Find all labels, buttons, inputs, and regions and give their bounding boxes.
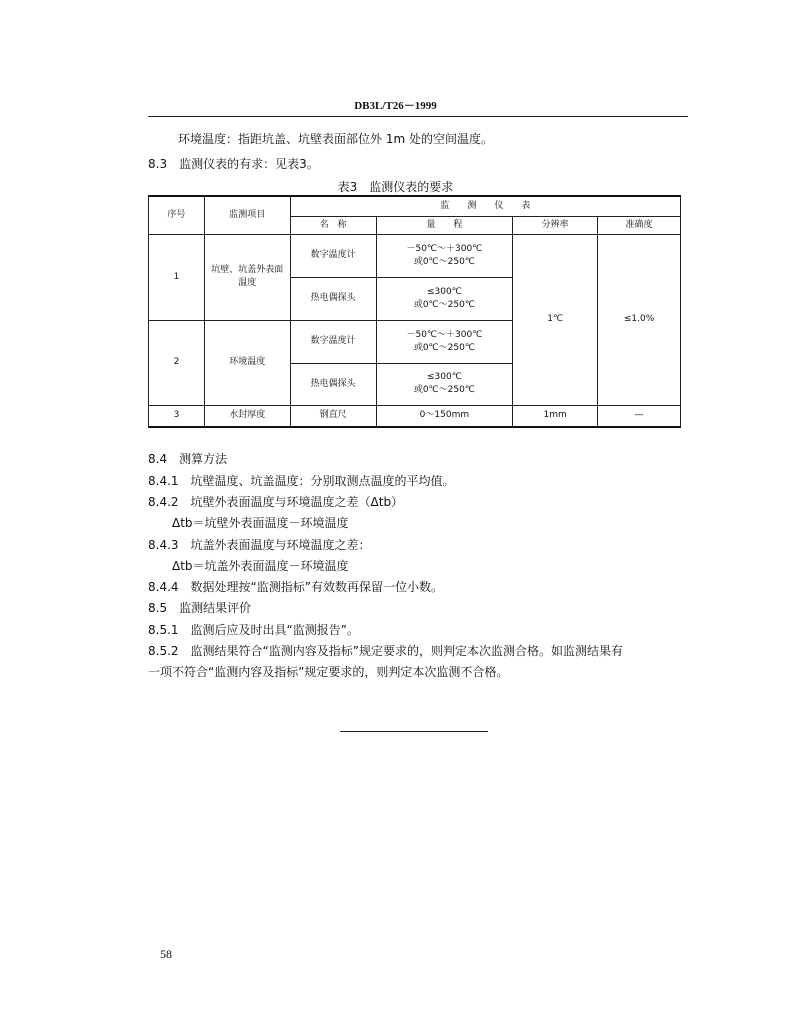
row1b-range-line2: 或0℃～250℃ [413,299,475,310]
header-resolution: 分辨率 [513,216,598,234]
table-row [149,234,681,277]
formula-cover: Δtb＝坑盖外表面温度－环境温度 [172,559,349,573]
table-caption: 表3 监测仪表的要求 [337,180,454,194]
section-8-4-2: 8.4.2 坑壁外表面温度与环境温度之差（Δtb） [148,495,404,509]
row1b-name: 热电偶探头 [290,277,376,320]
row1b-range [376,277,513,320]
row3-name: 钢直尺 [290,405,376,427]
row2b-range-line1: ≤300℃ [426,372,462,382]
formula-wall: Δtb＝坑壁外表面温度－环境温度 [172,516,349,530]
row3-resolution: 1mm [513,405,598,427]
row1-seq: 1 [149,234,205,320]
end-rule [340,731,488,732]
row2b-range-line2: 或0℃～250℃ [413,385,475,395]
row1a-range-line1: －50℃～＋300℃ [406,243,483,254]
section-8-3: 8.3 监测仪表的有求：见表3。 [148,157,319,171]
row2b-range [376,363,513,405]
section-8-5-2: 8.5.2 监测结果符合“监测内容及指标”规定要求的，则判定本次监测合格。如监测结果有 [148,644,623,658]
row2a-range-line1: －50℃～＋300℃ [406,329,483,340]
header-accuracy: 准确度 [598,216,681,234]
instrument-table [148,195,681,428]
header-instrument: 监 测 仪 表 [290,196,680,216]
row2a-range [376,320,513,363]
row2-item: 环境温度 [204,320,290,405]
row3-item: 水封厚度 [204,405,290,427]
shared-accuracy: ≤1.0% [598,234,681,405]
header-range: 量 程 [376,216,513,234]
row2-seq: 2 [149,320,205,405]
document-code: DB3L/T26－1999 [354,100,437,112]
header-rule [148,116,688,117]
section-8-5-2-cont: 一项不符合“监测内容及指标”规定要求的，则判定本次监测不合格。 [148,665,509,679]
section-8-5: 8.5 监测结果评价 [148,601,252,615]
env-temp-definition: 环境温度：指距坑盖、坑壁表面部位外 1m 处的空间温度。 [178,132,493,146]
section-8-4-1: 8.4.1 坑壁温度、坑盖温度：分别取测点温度的平均值。 [148,474,455,488]
row2a-name: 数字温度计 [290,320,376,363]
header-item: 监测项目 [204,196,290,234]
table-row [149,405,681,427]
section-8-5-1: 8.5.1 监测后应及时出具“监测报告”。 [148,623,359,637]
row1-item: 坑壁、坑盖外表面温度 [204,234,290,320]
header-seq: 序号 [149,196,205,234]
section-8-4: 8.4 测算方法 [148,452,228,466]
shared-resolution: 1℃ [513,234,598,405]
row2b-name: 热电偶探头 [290,363,376,405]
section-8-4-3: 8.4.3 坑盖外表面温度与环境温度之差： [148,538,371,552]
header-name: 名 称 [290,216,376,234]
row3-seq: 3 [149,405,205,427]
row1a-name: 数字温度计 [290,234,376,277]
section-8-4-4: 8.4.4 数据处理按“监测指标”有效数再保留一位小数。 [148,580,443,594]
row2a-range-line2: 或0℃～250℃ [413,342,475,353]
page-number: 58 [160,947,172,961]
row3-range: 0～150mm [376,405,513,427]
row3-accuracy: — [598,405,681,427]
row1b-range-line1: ≤300℃ [426,286,462,297]
row1a-range-line2: 或0℃～250℃ [413,256,475,267]
row1a-range [376,234,513,277]
